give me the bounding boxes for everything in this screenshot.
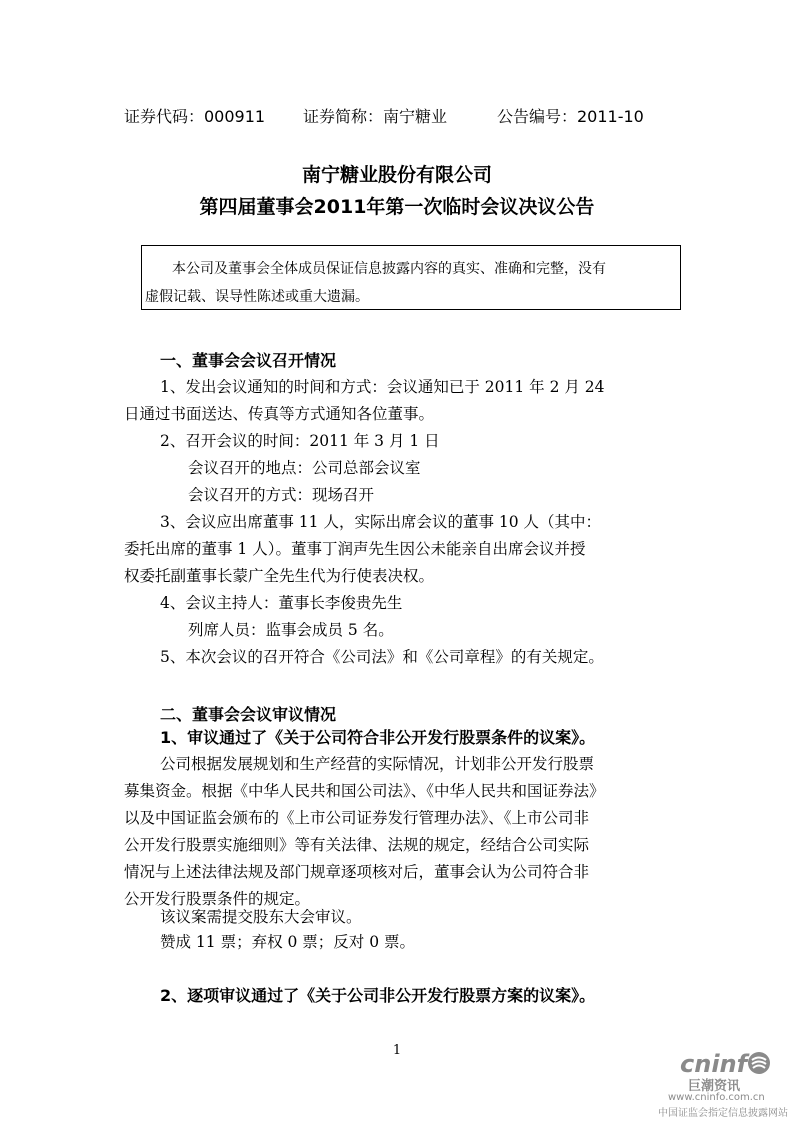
section1-line: 权委托副董事长蒙广全先生代为行使表决权。 (124, 567, 435, 585)
resolution-1-text: 公开发行股票实施细则》等有关法律、法规的规定，经结合公司实际 (124, 836, 590, 854)
cninfo-url: www.cninfo.com.cn (668, 1092, 765, 1103)
company-title: 南宁糖业股份有限公司 (301, 164, 492, 186)
cninfo-slogan: 中国证监会指定信息披露网站 (658, 1108, 788, 1119)
resolution-1-text: 情况与上述法律法规及部门规章逐项核对后，董事会认为公司符合非 (124, 863, 590, 881)
resolution-1-title: 1、审议通过了《关于公司符合非公开发行股票条件的议案》。 (160, 728, 596, 747)
section1-line: 1、发出会议通知的时间和方式：会议通知已于 2011 年 2 月 24 (160, 378, 605, 396)
section1-line: 会议召开的地点：公司总部会议室 (188, 459, 421, 477)
stock-code: 证券代码：000911 (124, 107, 266, 126)
cninfo-logo-icon (747, 1051, 771, 1075)
section1-line: 日通过书面送达、传真等方式通知各位董事。 (124, 405, 435, 423)
resolution-1-text: 公司根据发展规划和生产经营的实际情况，计划非公开发行股票 (160, 755, 595, 773)
section1-line: 3、会议应出席董事 11 人，实际出席会议的董事 10 人（其中： (160, 513, 602, 531)
section1-line: 委托出席的董事 1 人）。董事丁润声先生因公未能亲自出席会议并授 (124, 540, 586, 558)
notice-line-1: 本公司及董事会全体成员保证信息披露内容的真实、准确和完整，没有 (172, 261, 606, 277)
section1-heading: 一、董事会会议召开情况 (160, 351, 337, 370)
resolution-2-title: 2、逐项审议通过了《关于公司非公开发行股票方案的议案》。 (160, 986, 596, 1005)
stock-short-name: 证券简称：南宁糖业 (303, 107, 448, 126)
announcement-title: 第四届董事会2011年第一次临时会议决议公告 (199, 196, 595, 218)
section1-line: 会议召开的方式：现场召开 (188, 486, 375, 504)
disclosure-notice-box (141, 245, 681, 310)
page-number: 1 (392, 1043, 402, 1058)
section1-line: 列席人员：监事会成员 5 名。 (188, 621, 394, 639)
section2-heading: 二、董事会会议审议情况 (160, 705, 337, 724)
resolution-1-text: 公开发行股票条件的规定。 (124, 890, 311, 908)
notice-number: 公告编号：2011-10 (497, 107, 644, 126)
section1-line: 2、召开会议的时间：2011 年 3 月 1 日 (160, 432, 440, 450)
cninfo-logo-text: cninf (680, 1050, 748, 1078)
resolution-1-text: 募集资金。根据《中华人民共和国公司法》、《中华人民共和国证券法》 (124, 782, 605, 800)
section1-line: 5、本次会议的召开符合《公司法》和《公司章程》的有关规定。 (160, 648, 604, 666)
section1-line: 4、会议主持人：董事长李俊贵先生 (160, 594, 403, 612)
resolution-1-text: 以及中国证监会颁布的《上市公司证券发行管理办法》、《上市公司非 (124, 809, 590, 827)
vote-result: 赞成 11 票；弃权 0 票；反对 0 票。 (160, 933, 416, 951)
cninfo-brand-cn: 巨潮资讯 (688, 1079, 741, 1094)
notice-line-2: 虚假记载、误导性陈述或重大遗漏。 (145, 289, 369, 305)
shareholder-approval-note: 该议案需提交股东大会审议。 (160, 908, 362, 926)
